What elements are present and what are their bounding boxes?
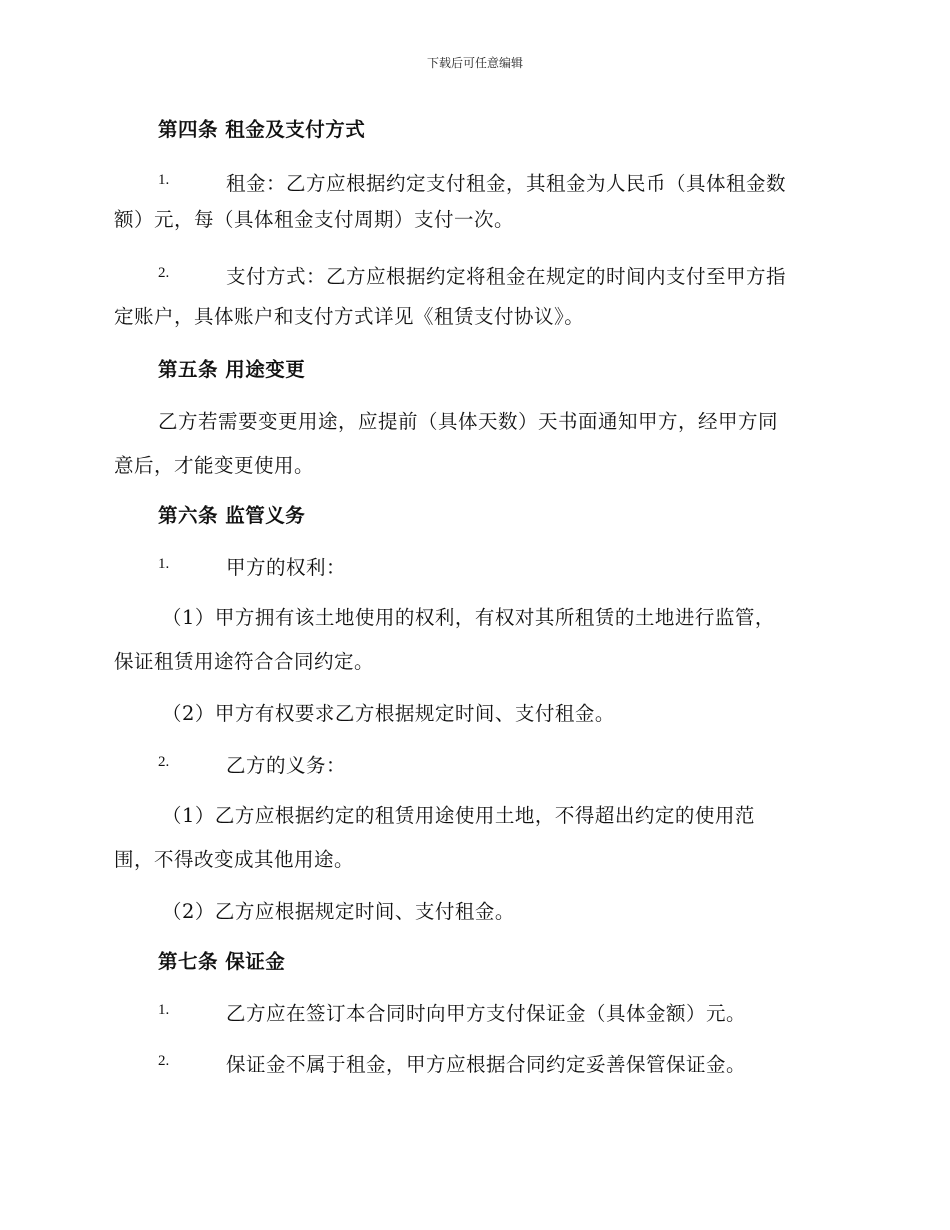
art4-item2-line2: 定账户，具体账户和支付方式详见《租赁支付协议》。 bbox=[114, 305, 585, 328]
art4-item1-line1: 租金：乙方应根据约定支付租金，其租金为人民币（具体租金数 bbox=[226, 172, 787, 195]
page-header: 下载后可任意编辑 bbox=[426, 56, 523, 70]
art4-item2-line1: 支付方式：乙方应根据约定将租金在规定的时间内支付至甲方指 bbox=[226, 265, 787, 288]
art6-item2-sub1-line2: 围，不得改变成其他用途。 bbox=[114, 848, 355, 871]
article-4-title: 第四条 租金及支付方式 bbox=[158, 118, 366, 141]
art6-item1-sub2: （2）甲方有权要求乙方根据规定时间、支付租金。 bbox=[162, 702, 615, 725]
article-7-title: 第七条 保证金 bbox=[158, 950, 286, 973]
art6-item1-sub1-line2: 保证租赁用途符合合同约定。 bbox=[114, 650, 375, 673]
article-5-title: 第五条 用途变更 bbox=[158, 358, 306, 381]
art4-item1-number: 1. bbox=[158, 172, 170, 188]
art6-item1-text: 甲方的权利： bbox=[226, 556, 347, 579]
art7-item1-number: 1. bbox=[158, 1002, 170, 1018]
art4-item1-line2: 额）元，每（具体租金支付周期）支付一次。 bbox=[114, 208, 515, 231]
art4-item2-number: 2. bbox=[158, 265, 170, 281]
art6-item1-number: 1. bbox=[158, 556, 170, 572]
art7-item2-number: 2. bbox=[158, 1053, 170, 1069]
art7-item2-text: 保证金不属于租金，甲方应根据合同约定妥善保管保证金。 bbox=[226, 1053, 747, 1076]
art6-item2-sub2: （2）乙方应根据规定时间、支付租金。 bbox=[162, 900, 515, 923]
art6-item2-number: 2. bbox=[158, 754, 170, 770]
art5-line2: 意后，才能变更使用。 bbox=[114, 454, 315, 477]
art7-item1-text: 乙方应在签订本合同时向甲方支付保证金（具体金额）元。 bbox=[226, 1002, 747, 1025]
art6-item2-sub1-line1: （1）乙方应根据约定的租赁用途使用土地，不得超出约定的使用范 bbox=[162, 804, 755, 827]
art5-line1: 乙方若需要变更用途，应提前（具体天数）天书面通知甲方，经甲方同 bbox=[158, 410, 779, 433]
art6-item1-sub1-line1: （1）甲方拥有该土地使用的权利，有权对其所租赁的土地进行监管， bbox=[162, 606, 775, 629]
art6-item2-text: 乙方的义务： bbox=[226, 754, 347, 777]
article-6-title: 第六条 监管义务 bbox=[158, 504, 306, 527]
